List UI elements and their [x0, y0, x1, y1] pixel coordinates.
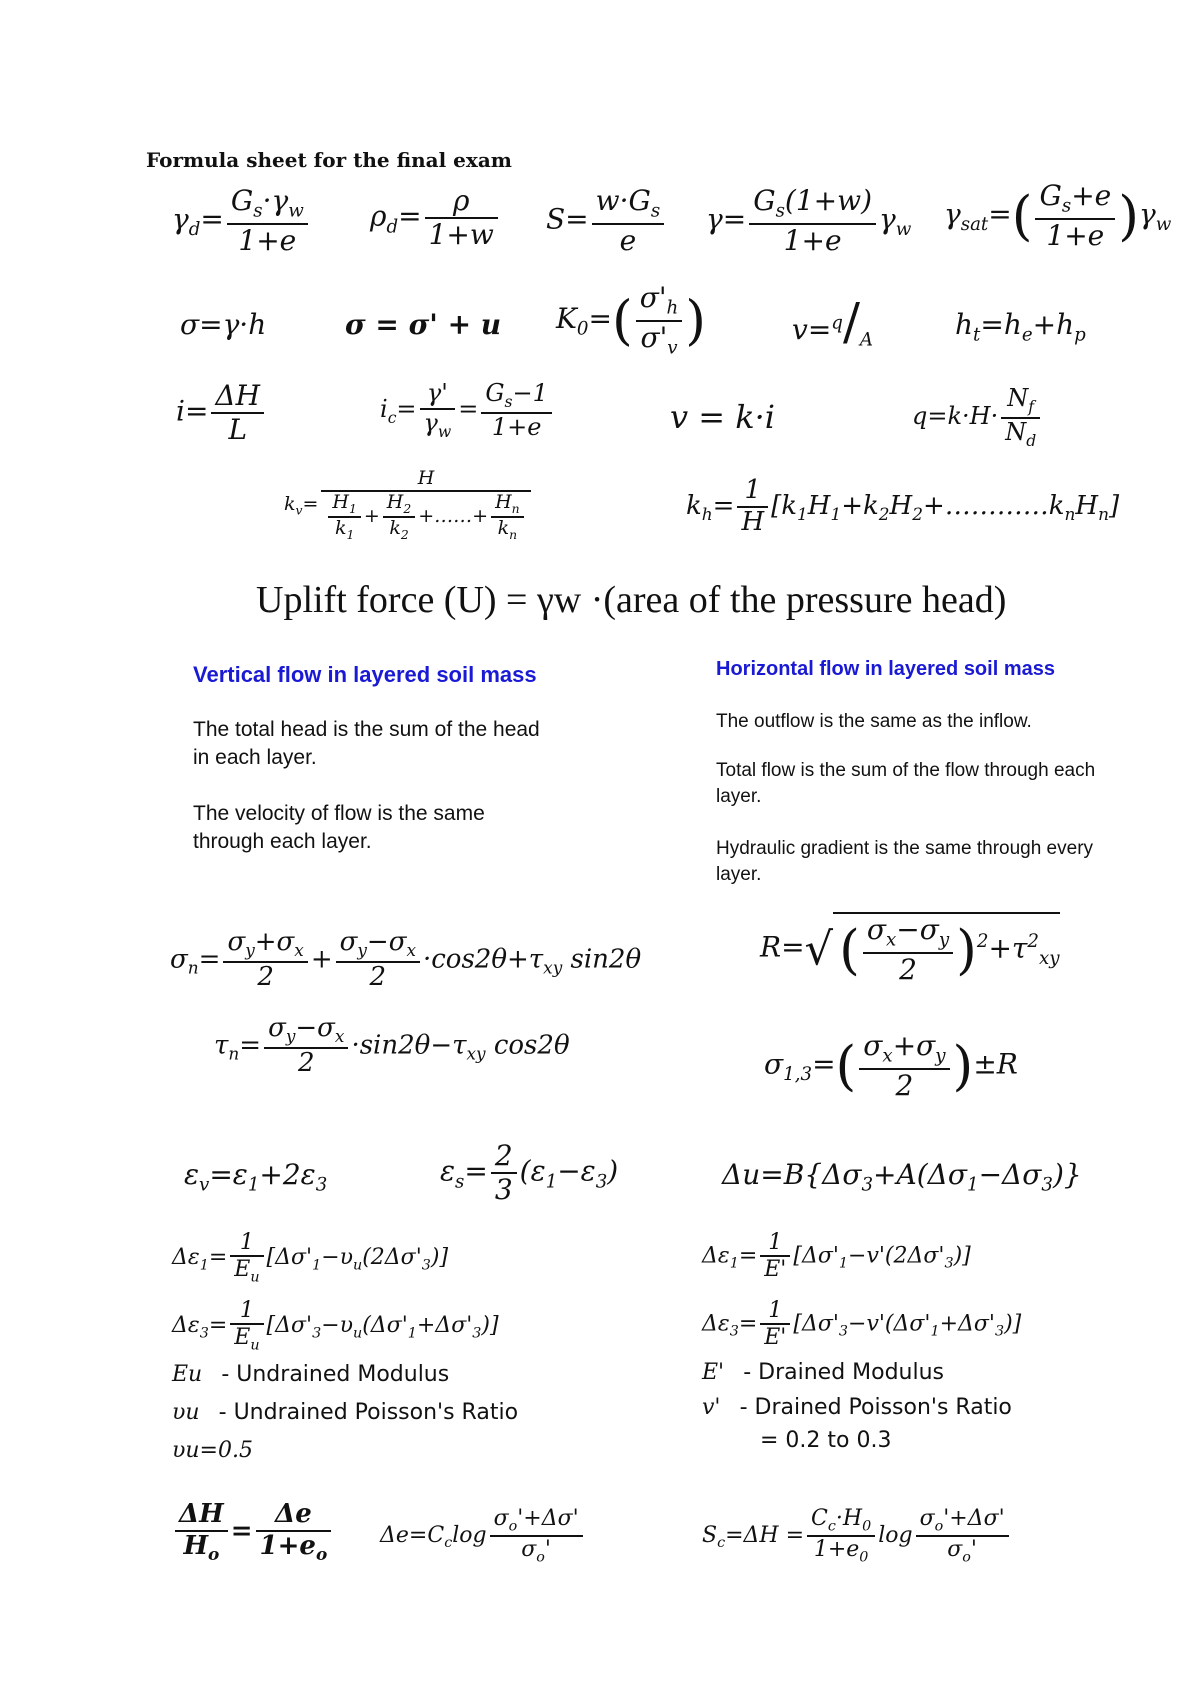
- undrained-poisson-def: [172, 1400, 518, 1425]
- principal-stress-formula: $\sigma_{1,3}=$( $\frac{\sigma_x+\sigma_y}{2}$ )±R: [764, 1029, 1018, 1102]
- undrained-modulus-def: [172, 1362, 449, 1387]
- vd-symbol: v': [702, 1395, 721, 1420]
- horizontal-flow-text-3: Hydraulic gradient is the same through every layer.: [716, 838, 1094, 885]
- vu-text: - Undrained Poisson's Ratio: [218, 1400, 519, 1425]
- degree-of-saturation-formula: S= $\frac{w\cdot G_s}{e}$: [546, 185, 667, 257]
- vertical-flow-text-2: The velocity of flow is the same through each layer.: [193, 802, 485, 853]
- pore-pressure-formula: $\Delta u=B\{\Delta\sigma_3+A(\Delta\sigma_1-\Delta\sigma_3)\}$: [722, 1158, 1082, 1196]
- vertical-flow-heading: Vertical flow in layered soil mass: [193, 662, 537, 687]
- vd-text: - Drained Poisson's Ratio: [739, 1395, 1012, 1420]
- horizontal-flow-heading: Horizontal flow in layered soil mass: [716, 658, 1055, 680]
- shear-stress-formula: $\tau_n=$ $\frac{\sigma_y-\sigma_x}{2}$ $\cdot\sin 2\theta-\tau_{xy}$ cos2θ: [214, 1013, 570, 1078]
- saturated-unit-weight-formula: $\gamma_{sat}=$( $\frac{G_s+e}{1+e}$ )$\gamma_w$: [944, 179, 1172, 252]
- total-head-formula: $h_t=h_e+h_p$: [955, 308, 1086, 346]
- normal-stress-formula: $\sigma_n=$ $\frac{\sigma_y+\sigma_x}{2}$ + $\frac{\sigma_y-\sigma_x}{2}$ $\cdot\cos 2\theta+\tau_{xy}$ sin2θ: [170, 927, 642, 992]
- vertical-permeability-formula: $k_v=$ H $\frac{H_1}{k_1}$ + $\frac{H_2}{k_2}$ +……+ $\frac{H_n}{k_n}$: [284, 468, 534, 542]
- dry-density-formula: $\rho_d=$ $\frac{\rho}{1+w}$: [370, 185, 501, 251]
- ed-text: - Drained Modulus: [743, 1360, 945, 1385]
- consolidation-settlement-formula: $S_c=\Delta H$ = $\frac{C_c\cdot H_0}{1+e_0}$ log $\frac{\sigma_o'+\Delta\sigma'}{\sigma_o'}$: [702, 1506, 1012, 1566]
- mohr-radius-formula: R=√ ( $\frac{\sigma_x-\sigma_y}{2}$ )$^2+\tau^2_{xy}$: [760, 913, 1060, 986]
- vu-symbol: υu: [172, 1400, 200, 1425]
- vertical-stress-formula: σ=γ·h: [180, 308, 267, 341]
- undrained-strain-3-formula: $\Delta\varepsilon_3=$ $\frac{1}{E_u}$ $[\Delta\sigma'_3-\upsilon_u(\Delta\sigma'_1+\Delta\sigma'_3)]$: [172, 1298, 499, 1354]
- ed-symbol: E': [702, 1360, 725, 1385]
- critical-gradient-formula: $i_c=$ $\frac{\gamma'}{\gamma_w}$ = $\frac{G_s-1}{1+e}$: [380, 380, 555, 441]
- settlement-ratio-formula: $\frac{\Delta H}{H_o}$ = $\frac{\Delta e}{1+e_o}$: [172, 1500, 334, 1565]
- drained-modulus-def: [702, 1360, 944, 1385]
- undrained-strain-1-formula: $\Delta\varepsilon_1=$ $\frac{1}{E_u}$ $[\Delta\sigma'_1-\upsilon_u(2\Delta\sigma'_3)]$: [172, 1230, 449, 1286]
- vertical-flow-text-1: The total head is the sum of the head in each layer.: [193, 718, 540, 769]
- dry-unit-weight-formula: $\gamma_d=$ $\frac{G_s\cdot\gamma_w}{1+e}$: [172, 185, 311, 257]
- eu-text: - Undrained Modulus: [221, 1362, 450, 1387]
- drained-strain-3-formula: $\Delta\varepsilon_3=$ $\frac{1}{E'}$ $[\Delta\sigma'_3-v'(\Delta\sigma'_1+\Delta\sigma'_3)]$: [702, 1298, 1022, 1351]
- horizontal-permeability-formula: $k_h=$ $\frac{1}{H}$ $[k_1H_1+k_2H_2+\dots\dots\dots\dots k_nH_n]$: [686, 475, 1120, 537]
- void-ratio-change-formula: $\Delta e=C_c\log$ $\frac{\sigma_o'+\Delta\sigma'}{\sigma_o'}$: [380, 1506, 586, 1566]
- undrained-poisson-value: υu=0.5: [172, 1438, 253, 1463]
- page-title: Formula sheet for the final exam: [146, 148, 512, 172]
- eu-symbol: Eu: [172, 1362, 203, 1387]
- drained-strain-1-formula: $\Delta\varepsilon_1=$ $\frac{1}{E'}$ $[\Delta\sigma'_1-v'(2\Delta\sigma'_3)]$: [702, 1230, 971, 1283]
- volumetric-strain-formula: $\varepsilon_v=\varepsilon_1+2\varepsilon_3$: [184, 1158, 328, 1196]
- uplift-force-formula: Uplift force (U) = γw ·(area of the pressure head): [256, 579, 1007, 621]
- hydraulic-gradient-formula: i= $\frac{\Delta H}{L}$: [176, 380, 267, 446]
- horizontal-flow-text-2: Total flow is the sum of the flow through each layer.: [716, 760, 1096, 807]
- bulk-unit-weight-formula: γ= $\frac{G_s(1+w)}{1+e}$ $\gamma_w$: [706, 184, 912, 257]
- k0-formula: $K_0=$( $\frac{\sigma'_h}{\sigma'_v}$ ): [556, 281, 707, 359]
- horizontal-flow-text-1: The outflow is the same as the inflow.: [716, 711, 1032, 732]
- darcy-velocity-formula: v = k·i: [670, 398, 776, 436]
- velocity-formula: $v=^q/_A$: [792, 292, 874, 351]
- flow-net-formula: q=k·H· $\frac{N_f}{N_d}$: [912, 385, 1043, 450]
- drained-poisson-value: = 0.2 to 0.3: [760, 1428, 892, 1453]
- drained-poisson-def: [702, 1395, 1012, 1420]
- shear-strain-formula: $\varepsilon_s=$ $\frac{2}{3}$ $(\varepsilon_1-\varepsilon_3)$: [440, 1139, 619, 1207]
- effective-stress-formula: σ = σ' + u: [345, 308, 502, 341]
